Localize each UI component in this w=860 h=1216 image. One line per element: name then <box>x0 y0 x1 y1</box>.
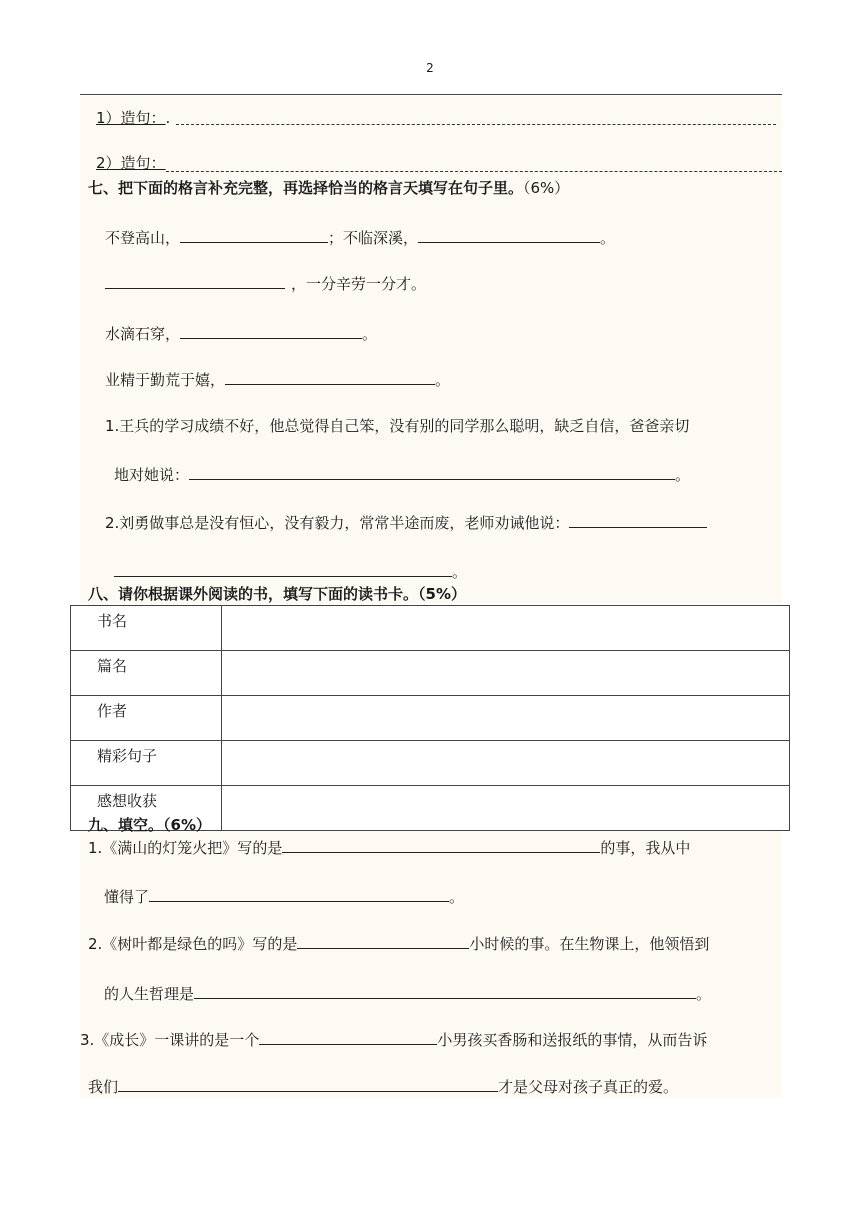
blank-fill-3b[interactable] <box>118 1077 498 1092</box>
sentence-line-2[interactable] <box>166 171 782 172</box>
fill-question-1-cont: 懂得了 。 <box>104 888 465 906</box>
blank-maxim-4[interactable] <box>225 370 435 385</box>
maxim-question-1-answer: 地对她说： 。 <box>114 466 691 484</box>
section-8-title: 八、请你根据课外阅读的书，填写下面的读书卡。（5%） <box>88 585 466 603</box>
card-field-sentences[interactable] <box>222 741 790 786</box>
table-row <box>71 606 790 651</box>
blank-maxim-1a[interactable] <box>180 228 328 243</box>
section-7-title: 七、把下面的格言补充完整，再选择恰当的格言天填写在句子里。（6%） <box>88 179 570 197</box>
card-label-author: 作者 <box>71 696 222 741</box>
blank-fill-3a[interactable] <box>259 1030 437 1045</box>
section-9-title: 九、填空。（6%） <box>88 816 211 834</box>
header-rule <box>80 94 782 95</box>
reading-card-table <box>70 605 790 831</box>
blank-maxim-q2b[interactable] <box>114 562 452 577</box>
card-field-author[interactable] <box>222 696 790 741</box>
maxim-line-3: 水滴石穿， 。 <box>105 325 378 343</box>
blank-fill-2a[interactable] <box>297 934 469 949</box>
table-row <box>71 741 790 786</box>
maxim-question-2: 2.刘勇做事总是没有恒心，没有毅力，常常半途而废，老师劝诫他说： <box>105 513 707 533</box>
card-label-thoughts: 感想收获 <box>71 786 222 831</box>
fill-question-2-cont: 的人生哲理是 。 <box>104 985 712 1003</box>
card-field-thoughts[interactable] <box>222 786 790 831</box>
card-field-book[interactable] <box>222 606 790 651</box>
sentence-prompt-2: 2）造句： <box>96 154 166 172</box>
blank-fill-2b[interactable] <box>194 984 696 999</box>
maxim-line-2: ，一分辛劳一分才。 <box>105 274 426 294</box>
maxim-question-1: 1.王兵的学习成绩不好，他总觉得自己笨，没有别的同学那么聪明，缺乏自信，爸爸亲切 <box>105 417 690 435</box>
sentence-line-1[interactable] <box>176 124 776 125</box>
card-field-chapter[interactable] <box>222 651 790 696</box>
fill-question-1: 1.《满山的灯笼火把》写的是 的事，我从中 <box>88 839 691 857</box>
table-row <box>71 651 790 696</box>
fill-question-2: 2.《树叶都是绿色的吗》写的是 小时候的事。在生物课上，他领悟到 <box>88 935 710 953</box>
blank-maxim-q2a[interactable] <box>569 513 707 528</box>
maxim-question-2-answer: 。 <box>114 562 467 582</box>
sentence-prompt-1: 1）造句：. <box>96 109 171 127</box>
card-label-book: 书名 <box>71 606 222 651</box>
page-number: 2 <box>426 61 434 75</box>
blank-fill-1b[interactable] <box>149 887 449 902</box>
card-label-sentences: 精彩句子 <box>71 741 222 786</box>
fill-question-3-cont: 我们 才是父母对孩子真正的爱。 <box>88 1078 679 1096</box>
blank-maxim-q1[interactable] <box>189 465 675 480</box>
blank-fill-1a[interactable] <box>282 838 600 853</box>
maxim-line-1: 不登高山， ；不临深溪， 。 <box>105 229 616 247</box>
fill-question-3: 3.《成长》一课讲的是一个 小男孩买香肠和送报纸的事情，从而告诉 <box>80 1031 708 1049</box>
table-row <box>71 696 790 741</box>
card-label-chapter: 篇名 <box>71 651 222 696</box>
blank-maxim-2[interactable] <box>105 274 285 289</box>
maxim-line-4: 业精于勤荒于嬉， 。 <box>105 371 451 389</box>
blank-maxim-3[interactable] <box>180 324 362 339</box>
blank-maxim-1b[interactable] <box>418 228 600 243</box>
